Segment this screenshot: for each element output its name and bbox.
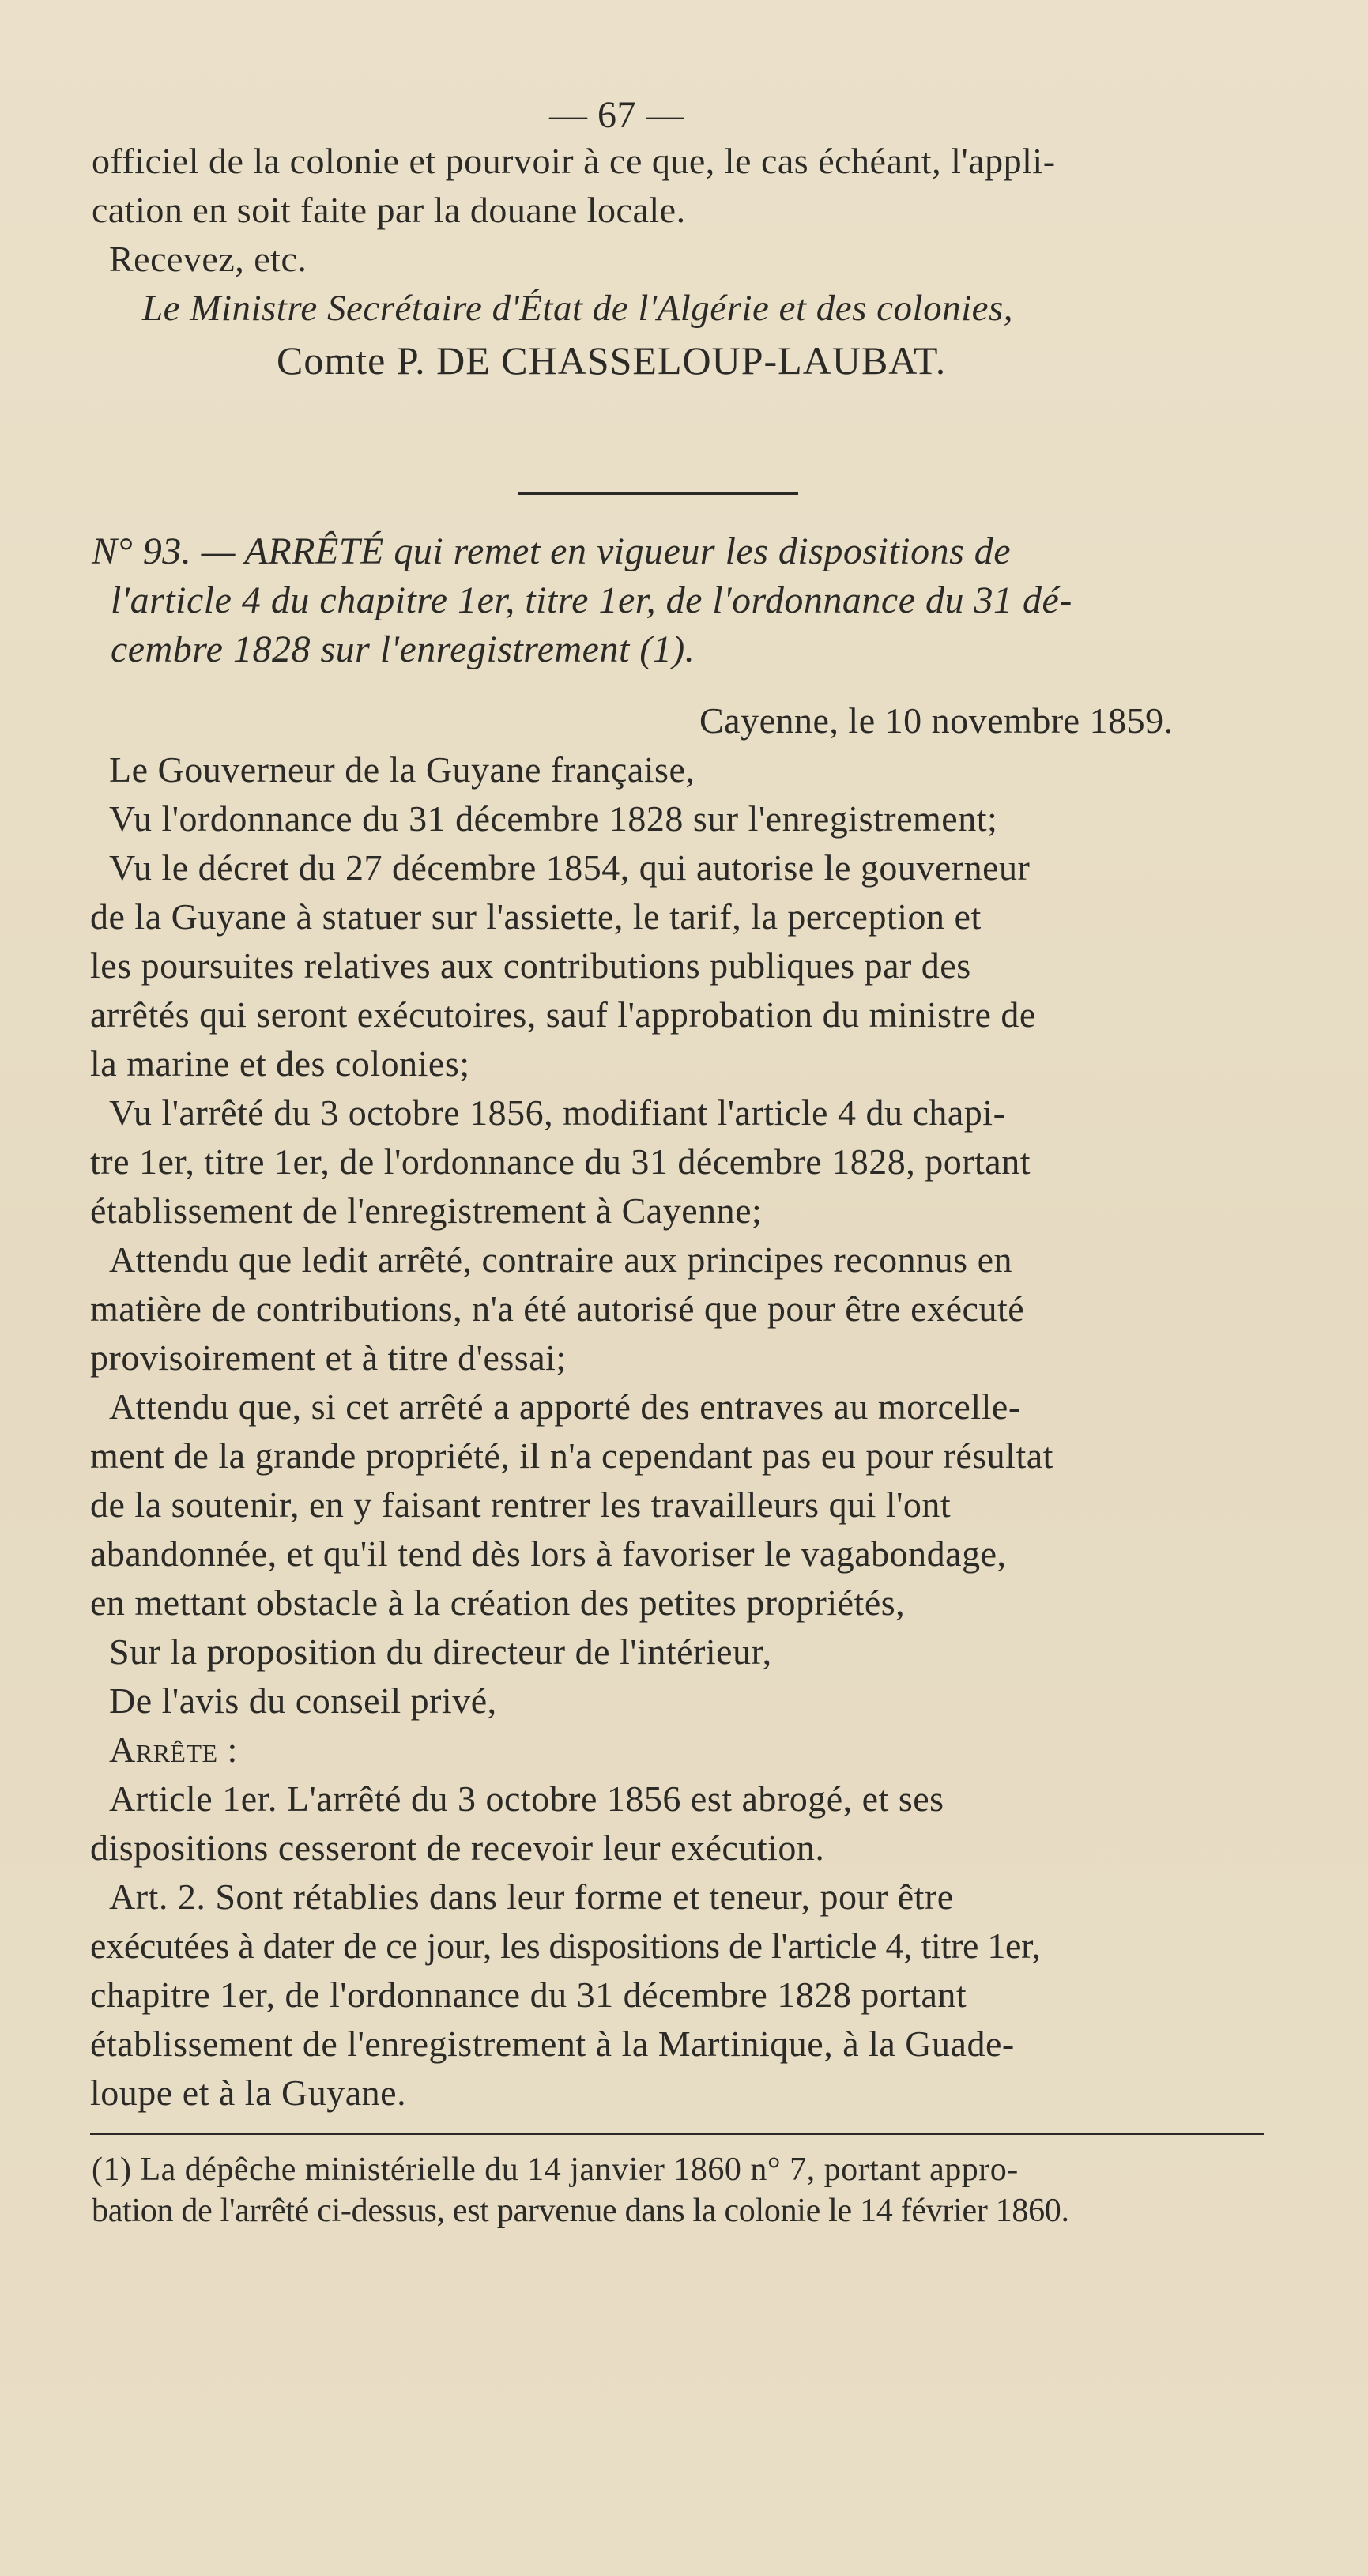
- text-line: Sur la proposition du directeur de l'intérieur,: [109, 1631, 772, 1672]
- act-heading: l'article 4 du chapitre 1er, titre 1er, de l'ordonnance du 31 dé-: [111, 579, 1072, 621]
- text-line: Attendu que, si cet arrêté a apporté des entraves au morcelle-: [109, 1386, 1021, 1427]
- text-line: Article 1er. L'arrêté du 3 octobre 1856 est abrogé, et ses: [109, 1778, 944, 1819]
- text-line: ment de la grande propriété, il n'a cependant pas eu pour résultat: [90, 1435, 1053, 1476]
- text-line: officiel de la colonie et pourvoir à ce que, le cas échéant, l'appli-: [92, 141, 1056, 181]
- text-line: arrêtés qui seront exécutoires, sauf l'approbation du ministre de: [90, 994, 1036, 1035]
- text-line: Le Gouverneur de la Guyane française,: [109, 749, 695, 790]
- text-line: abandonnée, et qu'il tend dès lors à favoriser le vagabondage,: [90, 1533, 1007, 1574]
- text-line: matière de contributions, n'a été autorisé que pour être exécuté: [90, 1288, 1025, 1329]
- footnote-line: bation de l'arrêté ci-dessus, est parvenue dans la colonie le 14 février 1860.: [92, 2193, 1069, 2229]
- decree-keyword: Arrête :: [109, 1729, 238, 1770]
- text-line: Vu l'arrêté du 3 octobre 1856, modifiant l'article 4 du chapi-: [109, 1092, 1006, 1133]
- text-line: provisoirement et à titre d'essai;: [90, 1337, 567, 1378]
- footnote-line: (1) La dépêche ministérielle du 14 janvier 1860 n° 7, portant appro-: [92, 2152, 1019, 2188]
- place-date: Cayenne, le 10 novembre 1859.: [699, 700, 1174, 741]
- text-line: dispositions cesseront de recevoir leur exécution.: [90, 1827, 825, 1868]
- text-line: Vu l'ordonnance du 31 décembre 1828 sur l'enregistrement;: [109, 798, 998, 839]
- text-line: Vu le décret du 27 décembre 1854, qui autorise le gouverneur: [109, 847, 1031, 888]
- text-line: tre 1er, titre 1er, de l'ordonnance du 31 décembre 1828, portant: [90, 1141, 1031, 1182]
- text-line: de la soutenir, en y faisant rentrer les travailleurs qui l'ont: [90, 1484, 952, 1525]
- text-line: la marine et des colonies;: [90, 1043, 470, 1084]
- text-line: cation en soit faite par la douane locale.: [92, 190, 686, 230]
- text-line: De l'avis du conseil privé,: [109, 1680, 497, 1721]
- text-line: exécutées à dater de ce jour, les dispositions de l'article 4, titre 1er,: [90, 1925, 1041, 1966]
- text-line: Attendu que ledit arrêté, contraire aux principes reconnus en: [109, 1239, 1012, 1280]
- act-heading: N° 93. — ARRÊTÉ qui remet en vigueur les dispositions de: [92, 530, 1012, 572]
- footnote-rule: [90, 2133, 1264, 2135]
- text-line: les poursuites relatives aux contributions publiques par des: [90, 945, 971, 986]
- text-line: établissement de l'enregistrement à la Martinique, à la Guade-: [90, 2023, 1015, 2064]
- text-line: Art. 2. Sont rétablies dans leur forme et teneur, pour être: [109, 1876, 954, 1917]
- signature-title: Le Ministre Secrétaire d'État de l'Algérie et des colonies,: [142, 288, 1014, 329]
- text-line: chapitre 1er, de l'ordonnance du 31 décembre 1828 portant: [90, 1974, 967, 2015]
- text-line: en mettant obstacle à la création des petites propriétés,: [90, 1582, 906, 1623]
- signature-name: Comte P. DE CHASSELOUP-LAUBAT.: [277, 338, 947, 383]
- text-line: établissement de l'enregistrement à Cayenne;: [90, 1190, 763, 1231]
- page-number: — 67 —: [549, 94, 684, 136]
- text-line: de la Guyane à statuer sur l'assiette, le tarif, la perception et: [90, 896, 982, 937]
- text-line: Recevez, etc.: [109, 239, 307, 279]
- text-line: loupe et à la Guyane.: [90, 2072, 407, 2113]
- separator-rule: [518, 492, 798, 495]
- act-heading: cembre 1828 sur l'enregistrement (1).: [111, 628, 695, 670]
